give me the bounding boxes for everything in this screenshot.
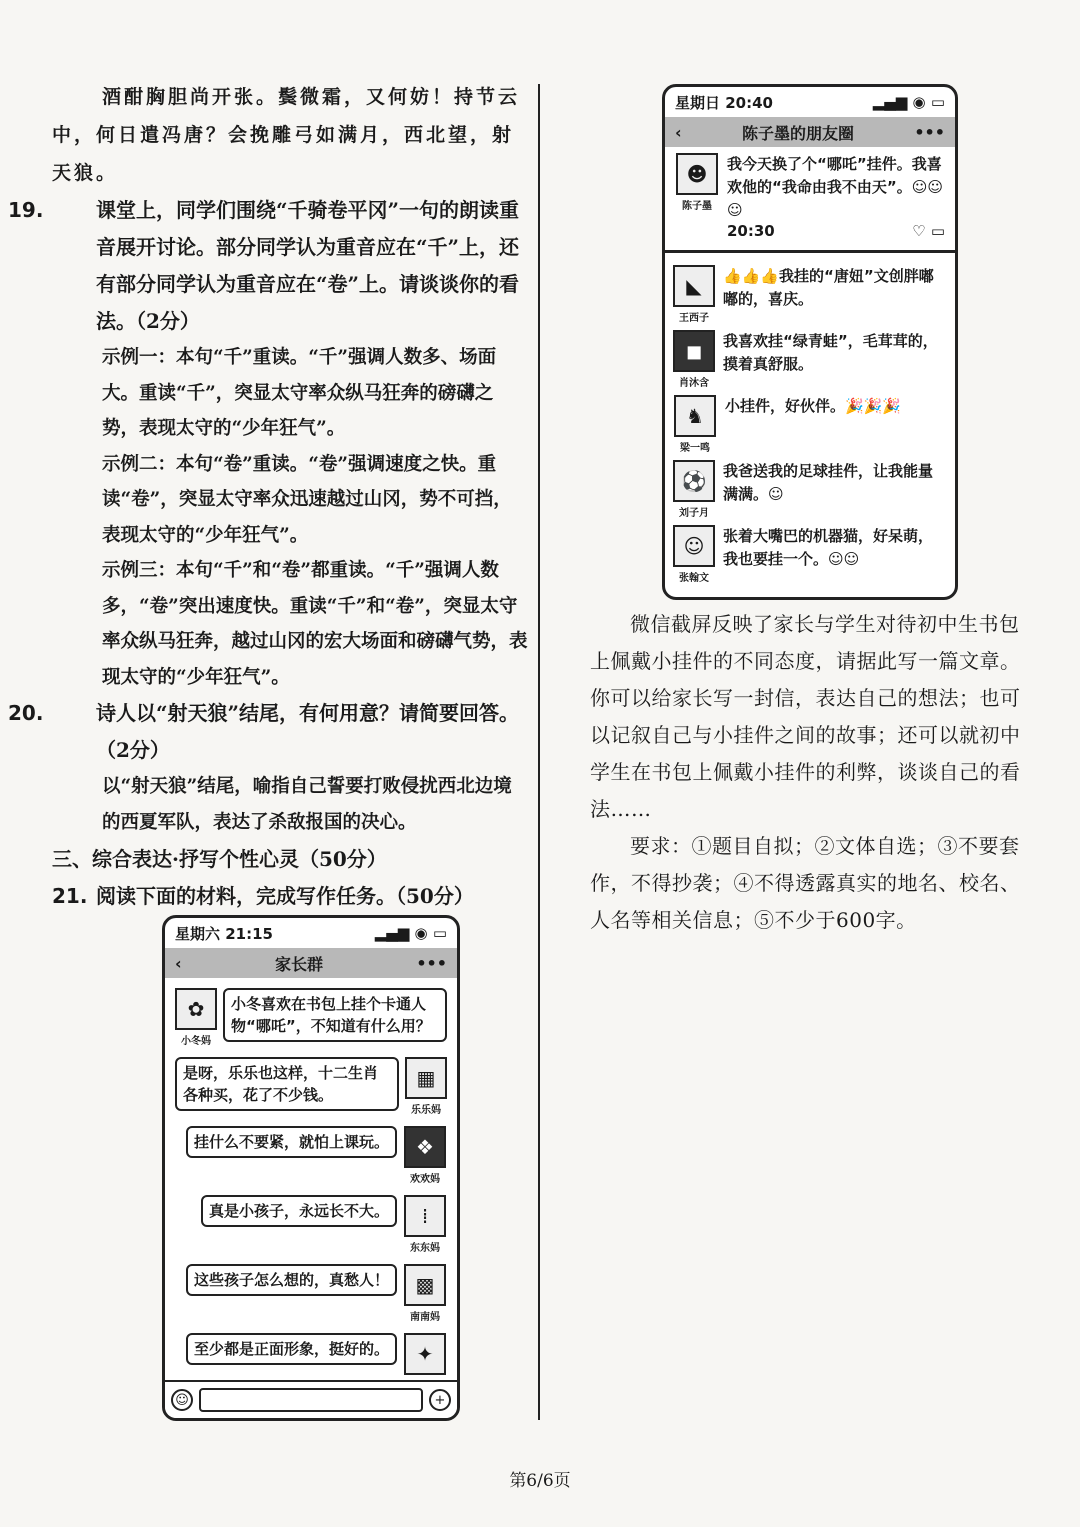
- left-column: [8, 78, 530, 915]
- flower-icon: ✿: [175, 988, 217, 1030]
- writing-prompt: [590, 606, 1030, 939]
- question-19-number: 19.: [8, 198, 44, 222]
- commenter-name: 梁一鸣: [680, 443, 710, 454]
- poem-excerpt: [52, 78, 530, 192]
- comment-text: 👍👍👍我挂的“唐妞”文创胖嘟嘟的，喜庆。: [723, 267, 934, 308]
- answer-19-example-3: 示例三：本句“千”和“卷”都重读。“千”强调人数多，“卷”突出速度快。重读“千”和“卷”，突显太守率众纵马狂奔，越过山冈的宏大场面和磅礴气势，表现太守的“少年狂气”。: [102, 560, 528, 688]
- message-bubble: 小冬喜欢在书包上挂个卡通人物“哪吒”，不知道有什么用？: [223, 988, 447, 1042]
- question-21-number: 21.: [52, 884, 88, 908]
- avatar-icon: ◼: [673, 330, 715, 372]
- answer-20: 以“射天狼”结尾，喻指自己誓要打败侵扰西北边境的西夏军队，表达了杀敌报国的决心。: [102, 776, 512, 833]
- sender-name: 欢欢妈: [410, 1174, 440, 1185]
- comment-item: [673, 330, 947, 389]
- moments-navbar: [665, 117, 955, 147]
- parent-group-phone: [162, 915, 460, 1421]
- moments-post: [665, 147, 955, 246]
- column-divider: [538, 84, 540, 1420]
- chat-input[interactable]: [199, 1388, 423, 1412]
- comment-text: 张着大嘴巴的机器猫，好呆萌，我也要挂一个。☺☺: [723, 527, 934, 568]
- avatar-icon: ▦: [405, 1057, 447, 1099]
- signal-icon: ▂▄▆ ◉ ▭: [374, 924, 447, 942]
- comment-text: 我爸送我的足球挂件，让我能量满满。☺: [723, 462, 934, 503]
- page-number: 第6/6页: [509, 1471, 571, 1491]
- comment-item: [673, 395, 947, 454]
- back-icon[interactable]: ‹: [675, 122, 682, 142]
- poem-line-1: 酒酣胸胆尚开张。鬓微霜，又何妨！持节云: [102, 86, 521, 108]
- status-bar: [165, 918, 457, 948]
- commenter-name: 王西子: [679, 313, 709, 324]
- commenter-name: 肖沐含: [679, 378, 709, 389]
- comment-item: [673, 525, 947, 584]
- question-21: [52, 878, 530, 915]
- chat-message: [175, 1264, 447, 1323]
- post-time: 20:30: [727, 222, 775, 240]
- question-21-text: 阅读下面的材料，完成写作任务。（50分）: [96, 884, 474, 908]
- chat-navbar: [165, 948, 457, 978]
- back-icon[interactable]: ‹: [175, 953, 182, 973]
- moments-phone: [662, 84, 958, 600]
- chat-message: [175, 1126, 447, 1185]
- commenter-name: 刘子月: [679, 508, 709, 519]
- question-20: [8, 695, 530, 769]
- avatar-icon: ▩: [404, 1264, 446, 1306]
- message-bubble: 真是小孩子，永远长不大。: [201, 1195, 397, 1227]
- answer-19-example-1: 示例一：本句“千”重读。“千”强调人数多、场面大。重读“千”，突显太守率众纵马狂奔的磅礴之势，表现太守的“少年狂气”。: [102, 347, 497, 439]
- avatar-icon: ✦: [404, 1333, 446, 1375]
- poem-line-2: 中，何日遣冯唐？会挽雕弓如满月，西北望，射: [52, 124, 515, 146]
- poster-name: 陈子墨: [682, 201, 712, 212]
- message-bubble: 挂什么不要紧，就怕上课玩。: [186, 1126, 397, 1158]
- comment-item: [673, 460, 947, 519]
- sender-name: 乐乐妈: [411, 1105, 441, 1116]
- avatar-icon: ⁞: [404, 1195, 446, 1237]
- avatar-icon: ♞: [674, 395, 716, 437]
- prompt-requirements: 要求：①题目自拟；②文体自选；③不要套作，不得抄袭；④不得透露真实的地名、校名、人名等相关信息；⑤不少于600字。: [590, 834, 1021, 932]
- comment-item: [673, 265, 947, 324]
- section-3-heading: 三、综合表达·抒写个性心灵（50分）: [52, 847, 387, 871]
- status-bar: [665, 87, 955, 117]
- avatar-icon: ❖: [404, 1126, 446, 1168]
- like-comment-icon[interactable]: ♡ ▭: [912, 222, 945, 240]
- post-text: 我今天换了个“哪吒”挂件。我喜欢他的“我命由我不由天”。☺☺☺: [727, 155, 943, 219]
- question-20-number: 20.: [8, 701, 44, 725]
- more-icon[interactable]: •••: [914, 122, 945, 142]
- question-20-text: 诗人以“射天狼”结尾，有何用意？请简要回答。（2分）: [96, 701, 520, 762]
- comment-text: 我喜欢挂“绿青蛙”，毛茸茸的，摸着真舒服。: [723, 332, 938, 373]
- post-separator: [665, 250, 955, 253]
- poem-line-3: 天狼。: [52, 162, 119, 184]
- chat-message: [175, 1057, 447, 1116]
- commenter-name: 张翰文: [679, 573, 709, 584]
- message-bubble: 是呀，乐乐也这样，十二生肖各种买，花了不少钱。: [175, 1057, 399, 1111]
- chat-input-bar: [165, 1380, 457, 1418]
- sender-name: 东东妈: [410, 1243, 440, 1254]
- more-icon[interactable]: •••: [416, 953, 447, 973]
- prompt-paragraph-1: 微信截屏反映了家长与学生对待初中生书包上佩戴小挂件的不同态度，请据此写一篇文章。你可以给家长写一封信，表达自己的想法；也可以记叙自己与小挂件之间的故事；还可以就初中学生在书包上佩戴小挂件的利弊，谈谈自己的看法……: [590, 612, 1021, 821]
- message-bubble: 这些孩子怎么想的，真愁人！: [186, 1264, 397, 1296]
- sender-name: 小冬妈: [181, 1036, 211, 1047]
- chat-message: [175, 988, 447, 1047]
- emoji-icon[interactable]: ☺: [171, 1389, 193, 1411]
- soccer-ball-icon: ⚽: [673, 460, 715, 502]
- question-20-answer: [52, 769, 530, 840]
- avatar-icon: ◣: [673, 265, 715, 307]
- question-19-text: 课堂上，同学们围绕“千骑卷平冈”一句的朗读重音展开讨论。部分同学认为重音应在“千”上，还有部分同学认为重音应在“卷”上。请谈谈你的看法。（2分）: [96, 198, 520, 333]
- comment-list: [665, 257, 955, 592]
- chat-title: 家长群: [274, 954, 323, 974]
- moments-title: 陈子墨的朋友圈: [741, 123, 854, 143]
- answer-19-example-2: 示例二：本句“卷”重读。“卷”强调速度之快。重读“卷”，突显太守率众迅速越过山冈，势不可挡，表现太守的“少年狂气”。: [102, 453, 512, 546]
- question-19-answers: [52, 340, 530, 695]
- message-bubble: 至少都是正面形象，挺好的。: [186, 1333, 397, 1365]
- question-19: [8, 192, 530, 340]
- status-time: 星期日 20:40: [675, 93, 773, 112]
- plus-icon[interactable]: +: [429, 1389, 451, 1411]
- sender-name: 南南妈: [410, 1312, 440, 1323]
- avatar-icon: ☺: [673, 525, 715, 567]
- comment-text: 小挂件，好伙伴。🎉🎉🎉: [725, 397, 902, 415]
- status-time: 星期六 21:15: [175, 924, 273, 943]
- signal-icon: ▂▄▆ ◉ ▭: [872, 93, 945, 111]
- chat-message: [175, 1195, 447, 1254]
- boy-avatar-icon: ☻: [676, 153, 718, 195]
